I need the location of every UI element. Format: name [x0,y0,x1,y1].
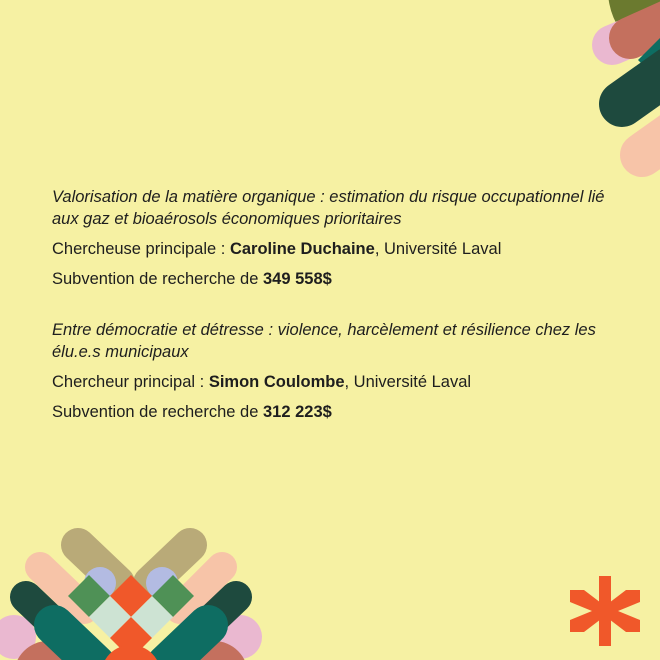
grant-label: Subvention de recherche de [52,270,263,288]
researcher-line [52,239,612,260]
asterisk-logo-icon [570,576,640,646]
researcher-line [52,372,612,393]
grant-line [52,269,612,290]
grant-label: Subvention de recherche de [52,403,263,421]
institution: , Université Laval [374,240,502,258]
researcher-name: Caroline Duchaine [229,240,375,258]
project-title: Valorisation de la matière organique : estimation du risque occupationnel lié aux gaz et bioaérosols économiques prioritaires [52,188,605,228]
project-title: Entre démocratie et détresse : violence, harcèlement et résilience chez les élu.e.s municipaux [52,321,596,361]
grant-amount: 349 558$ [262,270,332,288]
grant-line [52,402,612,423]
grant-list [52,187,612,453]
project-item [52,320,612,423]
grant-amount: 312 223$ [262,403,332,421]
bottom-left-decoration-icon [0,525,270,660]
researcher-name: Simon Coulombe [208,373,345,391]
researcher-role: Chercheur principal : [52,373,209,391]
institution: , Université Laval [344,373,472,391]
researcher-role: Chercheuse principale : [52,240,230,258]
top-right-decoration-icon [590,0,660,180]
project-item [52,187,612,290]
